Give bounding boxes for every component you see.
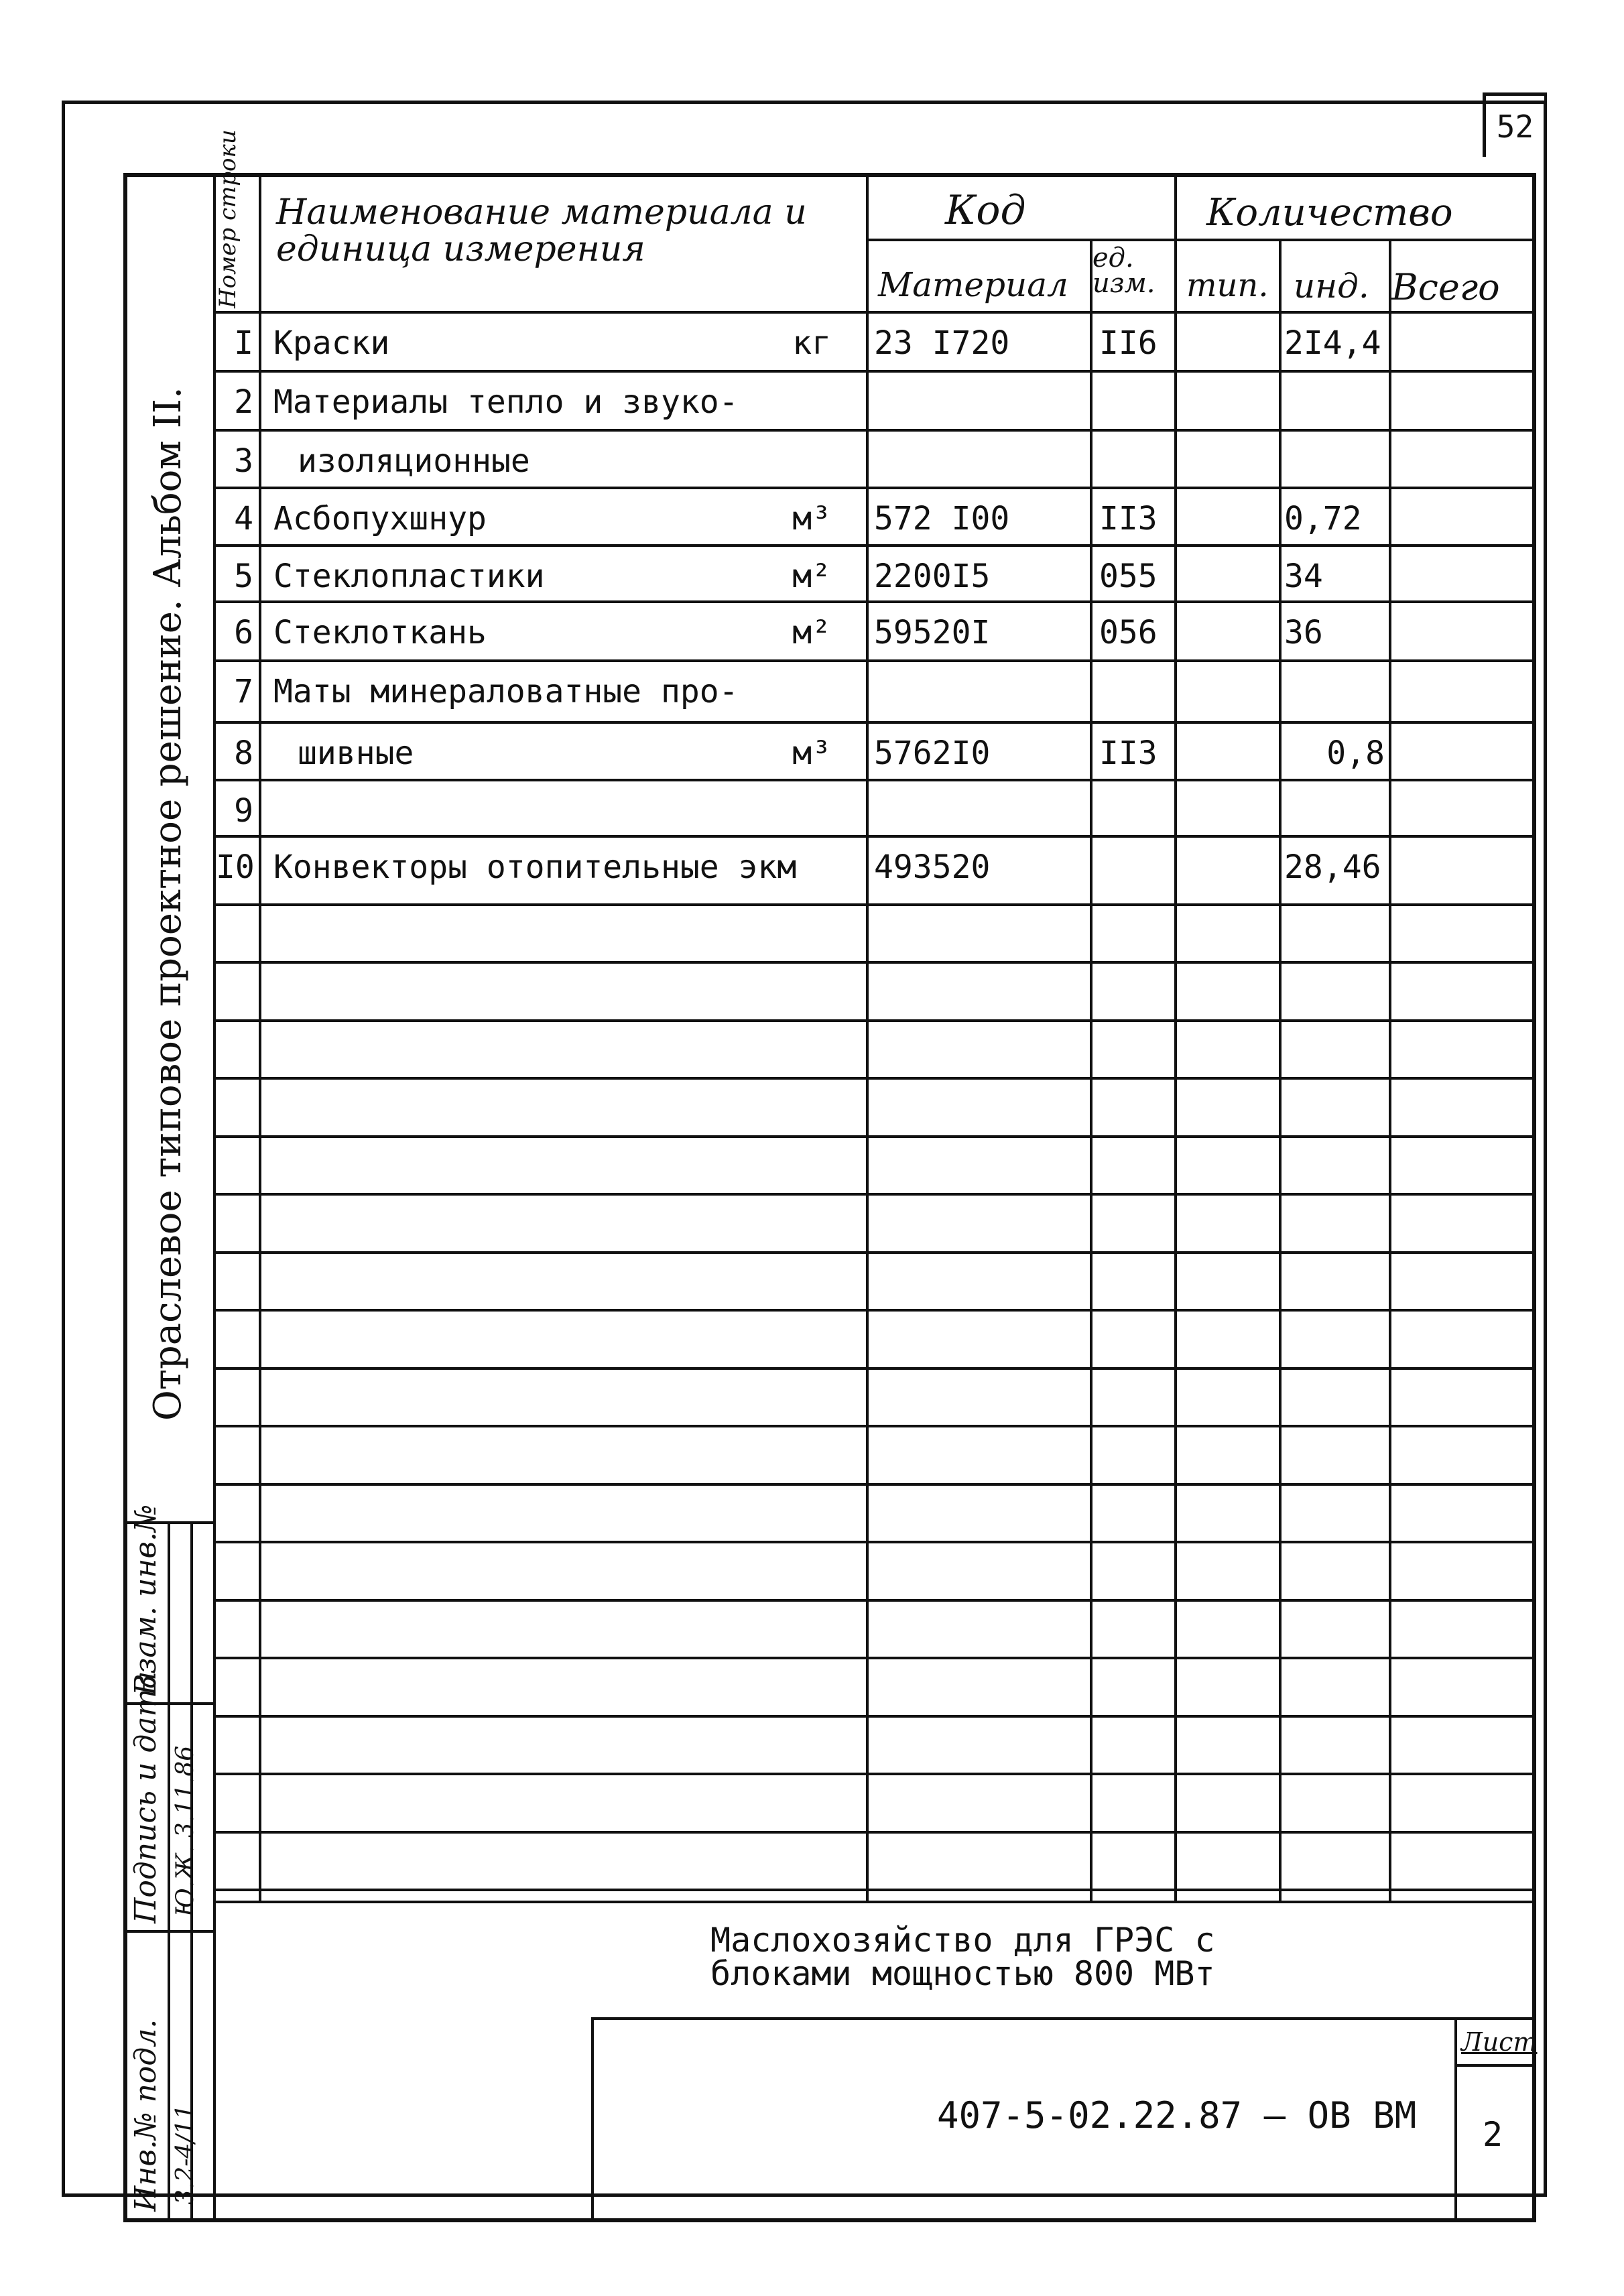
table-row [213,544,1536,600]
material-name: изоляционные [298,442,530,480]
table-row [213,659,1536,721]
row-line [213,1773,1536,1775]
row-number: I [234,324,253,362]
row-number: 8 [234,735,253,772]
sheet-box-mid [1454,2064,1536,2067]
margin-inv-replace: Взам. инв.№ [129,1504,163,1696]
material-name: Маты минераловатные про- [273,673,739,710]
row-line [213,1599,1536,1602]
sheet-number: 2 [1483,2115,1503,2154]
row-number: 9 [234,792,253,830]
page-number: 52 [1483,92,1547,157]
sheet-box-left [1454,2017,1457,2222]
unit-code: 055 [1099,558,1158,595]
margin-handwritten-2: Ю.Ж. 3.11.86 [172,1745,199,1917]
stamp-title-line1: Маслохозяйство для ГРЭС с [710,1921,1215,1960]
row-line [213,1019,1536,1022]
quantity-ind: 2I4,4 [1284,327,1381,359]
header-total: Всего [1391,266,1500,308]
row-line [213,1889,1536,1891]
row-number: 4 [234,500,253,537]
row-line [213,1715,1536,1718]
row-number: 6 [234,614,253,651]
quantity-ind: 36 [1284,617,1323,649]
table-row [213,429,1536,487]
sheet-label: Лист [1461,2027,1538,2057]
row-line [213,1425,1536,1427]
unit-of-measure: м³ [792,735,831,772]
material-name: Конвекторы отопительные экм [273,848,797,886]
row-line [213,961,1536,964]
row-number: 5 [234,558,253,595]
row-line [213,1483,1536,1486]
unit-of-measure: кг [792,324,831,362]
material-code: 572 I00 [874,500,1010,537]
unit-code: II3 [1099,500,1158,537]
material-code: 23 I720 [874,324,1010,362]
stamp-inner-top [591,2017,1536,2020]
table-row [213,311,1536,370]
stamp-inner-left [591,2017,594,2222]
header-typ: тип. [1186,267,1269,304]
row-line [213,1367,1536,1370]
table-row [213,721,1536,779]
header-name: Наименование материала и единица измерения [276,192,807,269]
stamp-title-line2: блоками мощностью 800 МВт [710,1954,1215,1993]
unit-of-measure: м² [792,614,831,651]
margin-inv-orig: Инв.№ подл. [129,2019,163,2212]
margin-handwritten-1: 3.2-4/11 [172,2104,199,2205]
unit-of-measure: м³ [792,500,831,537]
row-number: 2 [234,383,253,421]
material-code: 493520 [874,848,991,886]
row-number: 7 [234,673,253,710]
quantity-ind: 0,8 [1326,737,1385,769]
material-code: 5762I0 [874,735,991,772]
row-line [213,903,1536,906]
table-row [213,779,1536,835]
table-row [213,600,1536,659]
material-name: Материалы тепло и звуко- [273,383,739,421]
row-line [213,1541,1536,1543]
row-line [213,1193,1536,1196]
stamp-top-line [213,1901,1536,1903]
header-quantity: Количество [1206,191,1453,235]
header-row-no: Номер строки [214,129,241,308]
margin-strip-mid1 [168,1521,170,2222]
material-name: Стеклоткань [273,614,487,651]
unit-code: 056 [1099,614,1158,651]
material-code: 59520I [874,614,991,651]
margin-strip-div2 [123,1930,213,1933]
unit-code: II6 [1099,324,1158,362]
material-name: Асбопухшнур [273,500,487,537]
row-line [213,1831,1536,1834]
material-code: 2200I5 [874,558,991,595]
table-row [213,487,1536,544]
row-line [213,1077,1536,1080]
header-subline [866,239,1536,241]
margin-strip-right [213,1521,216,2222]
row-line [213,1657,1536,1659]
side-caption: Отраслевое типовое проектное решение. Альбом II. [146,387,190,1421]
header-ind: инд. [1294,267,1369,306]
quantity-ind: 0,72 [1284,503,1362,535]
row-line [213,1309,1536,1312]
row-number: 3 [234,442,253,480]
material-name: Краски [273,324,390,362]
material-name: Стеклопластики [273,558,545,595]
unit-of-measure: м² [792,558,831,595]
stamp-doc-code: 407-5-02.22.87 – ОВ ВМ [937,2094,1417,2136]
unit-code: II3 [1099,735,1158,772]
quantity-ind: 28,46 [1284,851,1381,883]
row-line [213,1251,1536,1254]
table-row [213,835,1536,903]
header-material: Материал [878,265,1068,304]
quantity-ind: 34 [1284,560,1323,592]
row-number: I0 [216,848,255,886]
row-line [213,1135,1536,1138]
material-name: шивные [298,735,414,772]
margin-sign-date: Подпись и дата [129,1671,163,1923]
header-unit: ед. изм. [1092,243,1155,299]
table-row [213,370,1536,429]
header-code: Код [945,187,1026,234]
